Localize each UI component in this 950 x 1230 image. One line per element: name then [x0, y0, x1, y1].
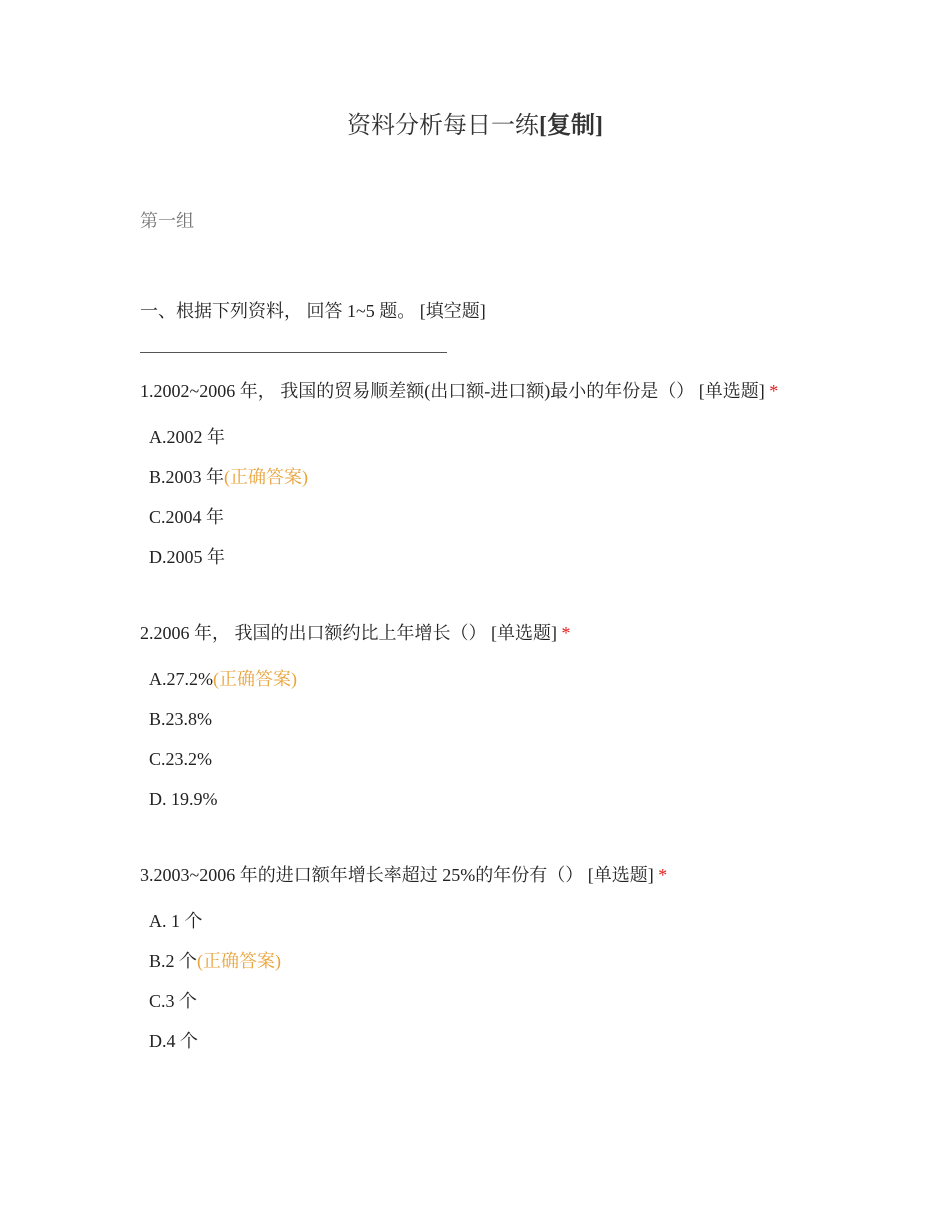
option-label: B.2 个: [149, 951, 198, 971]
question-text: [140, 620, 571, 646]
option-d[interactable]: [149, 786, 218, 812]
option-d[interactable]: [149, 1028, 198, 1054]
question-text: [140, 862, 667, 888]
required-marker: *: [769, 381, 779, 401]
question-3: [140, 862, 668, 1051]
option-c[interactable]: [149, 988, 197, 1014]
correct-answer-note: (正确答案): [213, 669, 297, 689]
option-label: A. 1 个: [149, 911, 203, 931]
question-1: [140, 378, 779, 567]
option-c[interactable]: [149, 504, 224, 530]
option-label: A.2002 年: [149, 427, 225, 447]
option-b[interactable]: [149, 706, 212, 732]
required-marker: *: [561, 623, 571, 643]
correct-answer-note: (正确答案): [224, 467, 309, 487]
required-marker: *: [658, 865, 668, 885]
option-label: C.2004 年: [149, 507, 225, 527]
question-1-text: 1.2002~2006 年， 我国的贸易顺差额(出口额-进口额)最小的年份是（） [单选题]: [140, 381, 770, 401]
question-3-text: 3.2003~2006 年的进口额年增长率超过 25%的年份有（） [单选题]: [140, 865, 659, 885]
option-label: B.23.8%: [149, 709, 212, 729]
option-b[interactable]: [149, 948, 281, 974]
survey-title-text: 资料分析每日一练: [347, 113, 539, 139]
option-a[interactable]: [149, 666, 297, 692]
group-label: 第一组: [140, 211, 194, 231]
option-b[interactable]: [149, 464, 308, 490]
correct-answer-note: (正确答案): [197, 951, 282, 971]
question-2-text: 2.2006 年， 我国的出口额约比上年增长（） [单选题]: [140, 623, 562, 643]
fill-in-blank-line[interactable]: [140, 352, 447, 353]
option-label: D.4 个: [149, 1031, 198, 1051]
section-intro: 一、根据下列资料， 回答 1~5 题。 [填空题]: [140, 301, 486, 321]
option-label: B.2003 年: [149, 467, 225, 487]
option-label: C.23.2%: [149, 749, 212, 769]
option-label: C.3 个: [149, 991, 198, 1011]
option-label: A.27.2%: [149, 669, 213, 689]
option-a[interactable]: [149, 424, 225, 450]
survey-title: [0, 110, 950, 142]
copy-tag: [复制]: [539, 113, 603, 139]
option-label: D. 19.9%: [149, 789, 218, 809]
option-d[interactable]: [149, 544, 225, 570]
option-a[interactable]: [149, 908, 203, 934]
option-label: D.2005 年: [149, 547, 225, 567]
question-2: [140, 620, 571, 809]
question-text: [140, 378, 778, 404]
option-c[interactable]: [149, 746, 212, 772]
